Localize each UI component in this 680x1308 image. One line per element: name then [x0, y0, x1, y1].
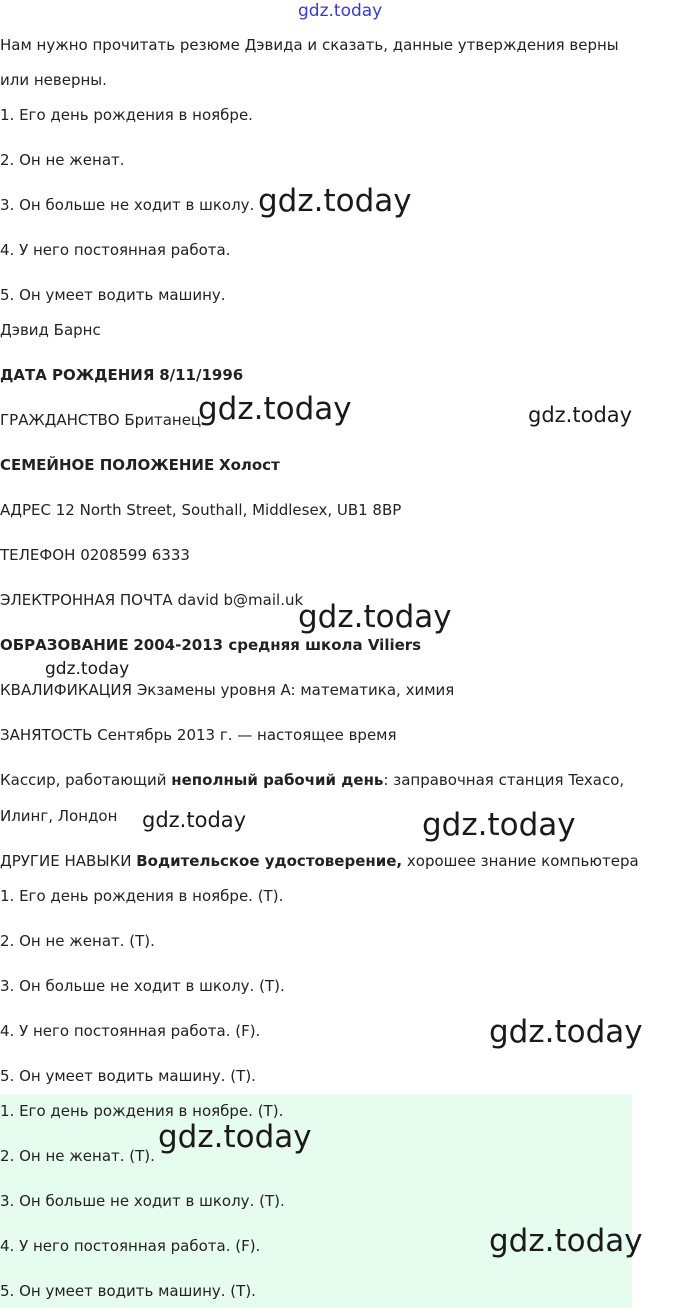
- watermark-6: gdz.today: [142, 808, 247, 832]
- resume-address: АДРЕС 12 North Street, Southall, Middlesex, UB1 8BP: [0, 501, 402, 519]
- answer-3: 3. Он больше не ходит в школу. (T).: [0, 977, 285, 995]
- watermark-4: gdz.today: [298, 599, 452, 635]
- highlight-answer-2: 2. Он не женат. (T).: [0, 1147, 155, 1165]
- watermark-7: gdz.today: [422, 807, 576, 843]
- answer-1: 1. Его день рождения в ноябре. (T).: [0, 887, 284, 905]
- statement-2: 2. Он не женат.: [0, 151, 125, 169]
- statement-3: 3. Он больше не ходит в школу.: [0, 196, 255, 214]
- resume-job: Кассир, работающий неполный рабочий день: заправочная станция Texaco,: [0, 771, 625, 789]
- watermark-5: gdz.today: [45, 659, 130, 679]
- watermark-1: gdz.today: [258, 183, 412, 219]
- answer-4: 4. У него постоянная работа. (F).: [0, 1022, 261, 1040]
- watermark-8: gdz.today: [489, 1014, 643, 1050]
- resume-citizenship: ГРАЖДАНСТВО Британец: [0, 411, 202, 429]
- resume-employment: ЗАНЯТОСТЬ Сентябрь 2013 г. — настоящее время: [0, 726, 397, 744]
- resume-marital: СЕМЕЙНОЕ ПОЛОЖЕНИЕ Холост: [0, 456, 280, 474]
- resume-skills: ДРУГИЕ НАВЫКИ Водительское удостоверение, хорошее знание компьютера: [0, 852, 639, 870]
- resume-job-line2: Илинг, Лондон: [0, 807, 118, 825]
- resume-email: ЭЛЕКТРОННАЯ ПОЧТА david b@mail.uk: [0, 591, 304, 609]
- resume-education: ОБРАЗОВАНИЕ 2004-2013 средняя школа Viliers: [0, 636, 422, 654]
- resume-birth: ДАТА РОЖДЕНИЯ 8/11/1996: [0, 366, 244, 384]
- resume-name: Дэвид Барнс: [0, 321, 101, 339]
- intro-line-1: Нам нужно прочитать резюме Дэвида и сказать, данные утверждения верны: [0, 36, 619, 54]
- statement-5: 5. Он умеет водить машину.: [0, 286, 226, 304]
- answer-5: 5. Он умеет водить машину. (T).: [0, 1067, 256, 1085]
- highlight-answer-4: 4. У него постоянная работа. (F).: [0, 1237, 261, 1255]
- resume-phone: ТЕЛЕФОН 0208599 6333: [0, 546, 190, 564]
- statement-1: 1. Его день рождения в ноябре.: [0, 106, 253, 124]
- answer-2: 2. Он не женат. (T).: [0, 932, 155, 950]
- watermark-9: gdz.today: [158, 1119, 312, 1155]
- highlight-answer-5: 5. Он умеет водить машину. (T).: [0, 1282, 256, 1300]
- watermark-10: gdz.today: [489, 1223, 643, 1259]
- watermark-top: gdz.today: [298, 1, 383, 21]
- statement-4: 4. У него постоянная работа.: [0, 241, 231, 259]
- highlight-answer-3: 3. Он больше не ходит в школу. (T).: [0, 1192, 285, 1210]
- highlight-answer-1: 1. Его день рождения в ноябре. (T).: [0, 1102, 284, 1120]
- watermark-3: gdz.today: [528, 403, 633, 427]
- intro-line-2: или неверны.: [0, 71, 107, 89]
- resume-qualification: КВАЛИФИКАЦИЯ Экзамены уровня A: математика, химия: [0, 681, 455, 699]
- watermark-2: gdz.today: [198, 391, 352, 427]
